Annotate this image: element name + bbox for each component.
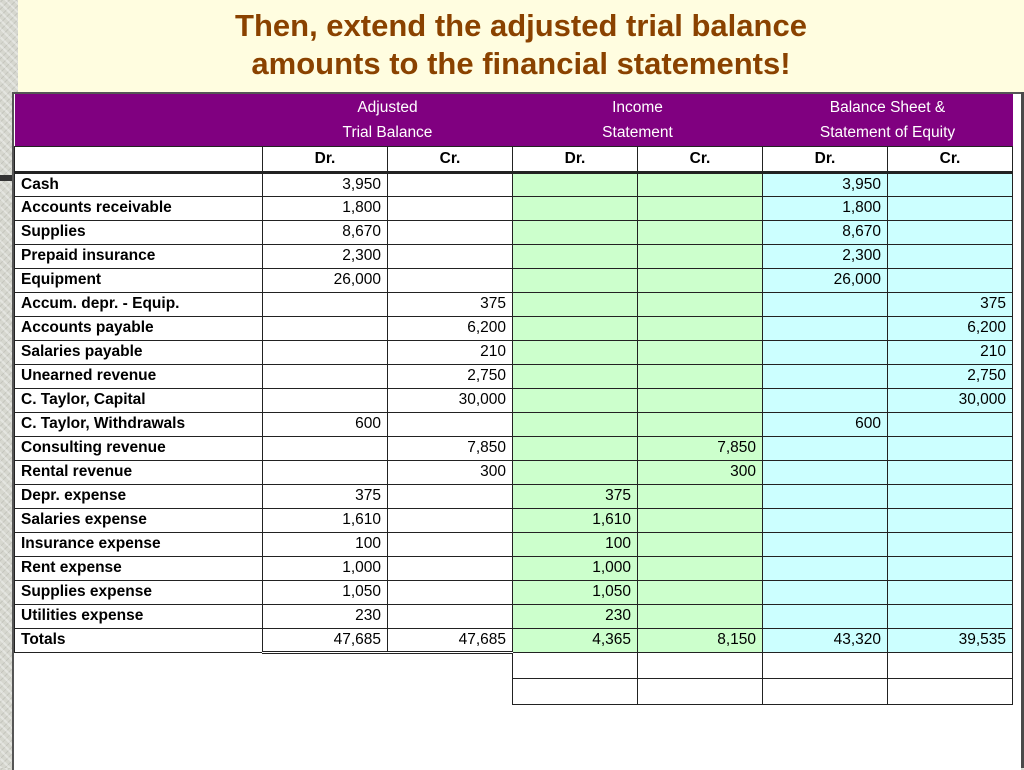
blank-cell (15, 652, 263, 678)
tb-dr-cell: 1,050 (263, 580, 388, 604)
tb-dr-cell (263, 316, 388, 340)
table-row (15, 412, 1013, 436)
is-cr-cell (638, 340, 763, 364)
bs-cr-cell (888, 244, 1013, 268)
table-row (15, 268, 1013, 292)
header-row-2 (15, 120, 1013, 146)
bs-cr-cell (888, 580, 1013, 604)
bs-cr-header: Cr. (888, 146, 1013, 172)
table-row (15, 388, 1013, 412)
bs-cr-cell: 2,750 (888, 364, 1013, 388)
bs-dr-cell: 600 (763, 412, 888, 436)
is-cr-cell (638, 388, 763, 412)
is-dr-cell (513, 364, 638, 388)
bs-cr-cell (888, 460, 1013, 484)
tb-dr-cell: 600 (263, 412, 388, 436)
bs-dr-cell (763, 484, 888, 508)
bs-dr-cell (763, 436, 888, 460)
tb-cr-cell (388, 196, 513, 220)
is-cr-cell (638, 244, 763, 268)
table-row (15, 220, 1013, 244)
bs-cr-cell: 375 (888, 292, 1013, 316)
tb-cr-cell (388, 220, 513, 244)
bs-cr-cell (888, 172, 1013, 196)
table-row (15, 292, 1013, 316)
worksheet (12, 92, 1021, 770)
account-name: Insurance expense (15, 532, 263, 556)
table-row (15, 580, 1013, 604)
blank-row (15, 678, 1013, 704)
table-row (15, 172, 1013, 196)
is-dr-cell: 375 (513, 484, 638, 508)
tb-dr-cell (263, 460, 388, 484)
subheader-blank (15, 146, 263, 172)
blank-cell (15, 678, 263, 704)
tb-cr-cell (388, 484, 513, 508)
table-row (15, 436, 1013, 460)
account-name: C. Taylor, Withdrawals (15, 412, 263, 436)
account-name: Utilities expense (15, 604, 263, 628)
tb-cr-cell (388, 412, 513, 436)
tb-cr-cell: 6,200 (388, 316, 513, 340)
is-dr-cell (513, 316, 638, 340)
bs-cr-cell (888, 196, 1013, 220)
header-blank (15, 94, 263, 120)
table-row (15, 532, 1013, 556)
is-cr-cell (638, 484, 763, 508)
tb-dr-cell (263, 436, 388, 460)
title-line-2: amounts to the financial statements! (251, 46, 791, 81)
is-dr-cell (513, 196, 638, 220)
tb-dr-cell: 100 (263, 532, 388, 556)
blank-cell (388, 678, 513, 704)
tb-cr-cell (388, 556, 513, 580)
tb-dr-cell (263, 292, 388, 316)
bs-cr-cell (888, 484, 1013, 508)
bs-cr-cell (888, 532, 1013, 556)
total-is-cr-cell: 8,150 (638, 628, 763, 652)
tb-cr-cell (388, 172, 513, 196)
tb-cr-cell: 375 (388, 292, 513, 316)
table-row (15, 508, 1013, 532)
bs-dr-cell (763, 508, 888, 532)
account-name: Rent expense (15, 556, 263, 580)
tb-dr-cell: 8,670 (263, 220, 388, 244)
dr-cr-row (15, 146, 1013, 172)
blank-statement-cell (888, 678, 1013, 704)
is-cr-cell: 300 (638, 460, 763, 484)
account-name: Accum. depr. - Equip. (15, 292, 263, 316)
header-blank (15, 120, 263, 146)
is-cr-cell (638, 508, 763, 532)
bs-cr-cell (888, 436, 1013, 460)
table-row (15, 604, 1013, 628)
tb-cr-cell (388, 532, 513, 556)
bs-cr-cell: 6,200 (888, 316, 1013, 340)
tb-dr-cell: 1,000 (263, 556, 388, 580)
table-row (15, 484, 1013, 508)
total-is-dr-cell: 4,365 (513, 628, 638, 652)
tb-cr-cell (388, 268, 513, 292)
is-dr-cell (513, 412, 638, 436)
tb-dr-cell: 230 (263, 604, 388, 628)
is-dr-cell (513, 220, 638, 244)
bs-dr-cell: 1,800 (763, 196, 888, 220)
bs-dr-header: Dr. (763, 146, 888, 172)
bs-dr-cell (763, 556, 888, 580)
account-name: C. Taylor, Capital (15, 388, 263, 412)
is-dr-cell (513, 172, 638, 196)
is-cr-cell (638, 172, 763, 196)
header-balance-sheet: Balance Sheet & (763, 94, 1013, 120)
is-dr-cell (513, 268, 638, 292)
tb-cr-cell: 30,000 (388, 388, 513, 412)
bs-dr-cell (763, 340, 888, 364)
bs-dr-cell: 3,950 (763, 172, 888, 196)
bs-dr-cell (763, 532, 888, 556)
is-dr-cell: 100 (513, 532, 638, 556)
account-name: Prepaid insurance (15, 244, 263, 268)
account-name: Salaries payable (15, 340, 263, 364)
total-bs-cr-cell: 39,535 (888, 628, 1013, 652)
bs-dr-cell (763, 292, 888, 316)
is-cr-cell (638, 532, 763, 556)
tb-cr-cell: 7,850 (388, 436, 513, 460)
tb-dr-cell: 1,800 (263, 196, 388, 220)
is-cr-cell (638, 604, 763, 628)
tb-dr-cell: 1,610 (263, 508, 388, 532)
is-dr-cell (513, 244, 638, 268)
tb-cr-cell (388, 604, 513, 628)
table-row (15, 244, 1013, 268)
is-cr-cell (638, 316, 763, 340)
is-dr-cell (513, 292, 638, 316)
bs-dr-cell: 2,300 (763, 244, 888, 268)
account-name: Rental revenue (15, 460, 263, 484)
bs-dr-cell (763, 460, 888, 484)
blank-cell (388, 652, 513, 678)
bs-cr-cell (888, 268, 1013, 292)
account-name: Supplies (15, 220, 263, 244)
is-cr-cell: 7,850 (638, 436, 763, 460)
tb-cr-cell (388, 580, 513, 604)
header-statement: Statement (513, 120, 763, 146)
blank-statement-cell (638, 678, 763, 704)
is-cr-cell (638, 556, 763, 580)
tb-dr-cell: 3,950 (263, 172, 388, 196)
table-row (15, 316, 1013, 340)
blank-cell (263, 652, 388, 678)
blank-statement-cell (763, 678, 888, 704)
is-cr-header: Cr. (638, 146, 763, 172)
table-row (15, 460, 1013, 484)
bs-dr-cell: 26,000 (763, 268, 888, 292)
header-income: Income (513, 94, 763, 120)
blank-statement-cell (763, 652, 888, 678)
tb-dr-cell: 26,000 (263, 268, 388, 292)
account-name: Equipment (15, 268, 263, 292)
bs-cr-cell (888, 220, 1013, 244)
is-cr-cell (638, 580, 763, 604)
table-row (15, 364, 1013, 388)
totals-row (15, 628, 1013, 652)
bs-cr-cell (888, 556, 1013, 580)
bs-cr-cell (888, 508, 1013, 532)
account-name: Depr. expense (15, 484, 263, 508)
is-dr-cell: 230 (513, 604, 638, 628)
is-cr-cell (638, 196, 763, 220)
blank-cell (263, 678, 388, 704)
tb-dr-cell (263, 364, 388, 388)
slide-marker (0, 175, 12, 181)
bs-dr-cell (763, 364, 888, 388)
bs-dr-cell (763, 604, 888, 628)
bs-dr-cell (763, 388, 888, 412)
table-row (15, 340, 1013, 364)
tb-cr-cell: 300 (388, 460, 513, 484)
is-cr-cell (638, 364, 763, 388)
slide-title (18, 4, 1024, 92)
title-line-1: Then, extend the adjusted trial balance (235, 8, 807, 43)
is-dr-cell: 1,610 (513, 508, 638, 532)
tb-cr-cell: 210 (388, 340, 513, 364)
account-name: Supplies expense (15, 580, 263, 604)
bs-cr-cell (888, 412, 1013, 436)
header-trial-balance: Trial Balance (263, 120, 513, 146)
account-name: Consulting revenue (15, 436, 263, 460)
blank-statement-cell (888, 652, 1013, 678)
account-name: Unearned revenue (15, 364, 263, 388)
tb-cr-cell (388, 508, 513, 532)
header-statement-of-equity: Statement of Equity (763, 120, 1013, 146)
account-name: Cash (15, 172, 263, 196)
blank-statement-cell (638, 652, 763, 678)
is-dr-cell (513, 340, 638, 364)
is-cr-cell (638, 220, 763, 244)
bs-cr-cell: 30,000 (888, 388, 1013, 412)
account-name: Accounts receivable (15, 196, 263, 220)
tb-cr-cell: 2,750 (388, 364, 513, 388)
account-name: Accounts payable (15, 316, 263, 340)
header-adjusted: Adjusted (263, 94, 513, 120)
total-tb-dr-cell: 47,685 (263, 628, 388, 652)
blank-statement-cell (513, 678, 638, 704)
bs-cr-cell: 210 (888, 340, 1013, 364)
blank-statement-cell (513, 652, 638, 678)
table-row (15, 196, 1013, 220)
total-tb-cr-cell: 47,685 (388, 628, 513, 652)
table-row (15, 556, 1013, 580)
blank-row (15, 652, 1013, 678)
worksheet-table (14, 94, 1013, 705)
is-dr-cell (513, 388, 638, 412)
bs-cr-cell (888, 604, 1013, 628)
bs-dr-cell (763, 580, 888, 604)
tb-dr-header: Dr. (263, 146, 388, 172)
is-dr-cell: 1,050 (513, 580, 638, 604)
is-cr-cell (638, 292, 763, 316)
is-cr-cell (638, 412, 763, 436)
total-bs-dr-cell: 43,320 (763, 628, 888, 652)
account-name: Salaries expense (15, 508, 263, 532)
is-dr-header: Dr. (513, 146, 638, 172)
tb-dr-cell (263, 388, 388, 412)
tb-dr-cell (263, 340, 388, 364)
is-dr-cell (513, 460, 638, 484)
tb-cr-cell (388, 244, 513, 268)
tb-cr-header: Cr. (388, 146, 513, 172)
is-dr-cell: 1,000 (513, 556, 638, 580)
tb-dr-cell: 2,300 (263, 244, 388, 268)
bs-dr-cell (763, 316, 888, 340)
bs-dr-cell: 8,670 (763, 220, 888, 244)
tb-dr-cell: 375 (263, 484, 388, 508)
is-cr-cell (638, 268, 763, 292)
totals-label: Totals (15, 628, 263, 652)
header-row-1 (15, 94, 1013, 120)
is-dr-cell (513, 436, 638, 460)
